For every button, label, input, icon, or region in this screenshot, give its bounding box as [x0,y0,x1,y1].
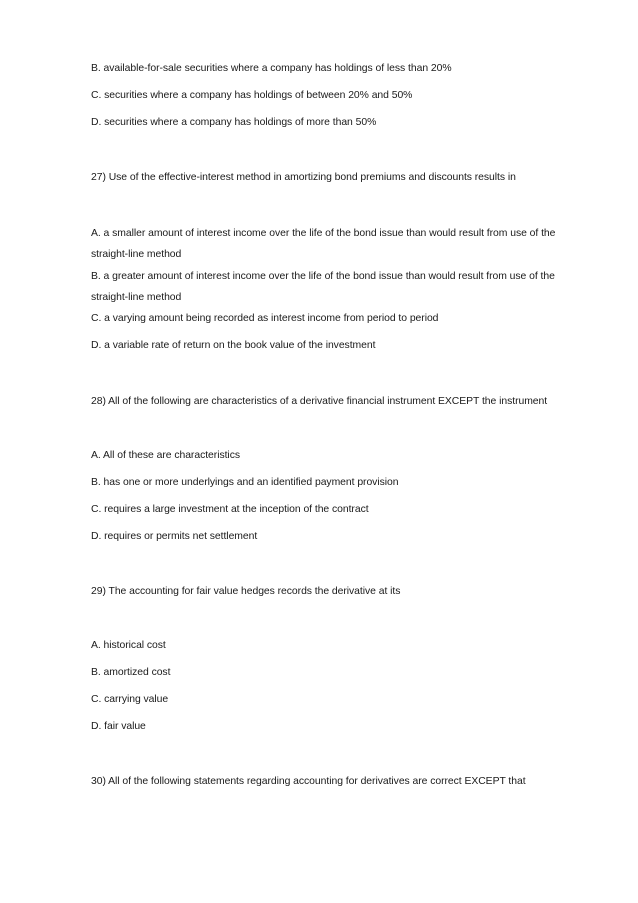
question-27: 27) Use of the effective-interest method in amortizing bond premiums and discounts results in [91,172,516,183]
q27-option-d: D. a variable rate of return on the book value of the investment [91,340,376,351]
q28-option-d: D. requires or permits net settlement [91,531,258,542]
q29-option-a: A. historical cost [91,640,166,651]
q26-option-c: C. securities where a company has holdings of between 20% and 50% [91,90,413,101]
q28-option-a: A. All of these are characteristics [91,450,240,461]
question-30: 30) All of the following statements regarding accounting for derivatives are correct EXCEPT that [91,776,526,787]
q27-option-a: A. a smaller amount of interest income over the life of the bond issue than would result from use of the straight-line method [91,228,556,260]
q27-option-b: B. a greater amount of interest income over the life of the bond issue than would result from use of the straight-line method [91,271,555,303]
question-29: 29) The accounting for fair value hedges records the derivative at its [91,586,401,597]
q27-option-c: C. a varying amount being recorded as interest income from period to period [91,313,439,324]
q29-option-c: C. carrying value [91,694,169,705]
q29-option-b: B. amortized cost [91,667,171,678]
q26-option-b: B. available-for-sale securities where a company has holdings of less than 20% [91,63,452,74]
question-28: 28) All of the following are characteristics of a derivative financial instrument EXCEPT the instrument [91,396,548,407]
q29-option-d: D. fair value [91,721,146,732]
q28-option-b: B. has one or more underlyings and an identified payment provision [91,477,399,488]
q26-option-d: D. securities where a company has holdings of more than 50% [91,117,377,128]
q28-option-c: C. requires a large investment at the inception of the contract [91,504,369,515]
